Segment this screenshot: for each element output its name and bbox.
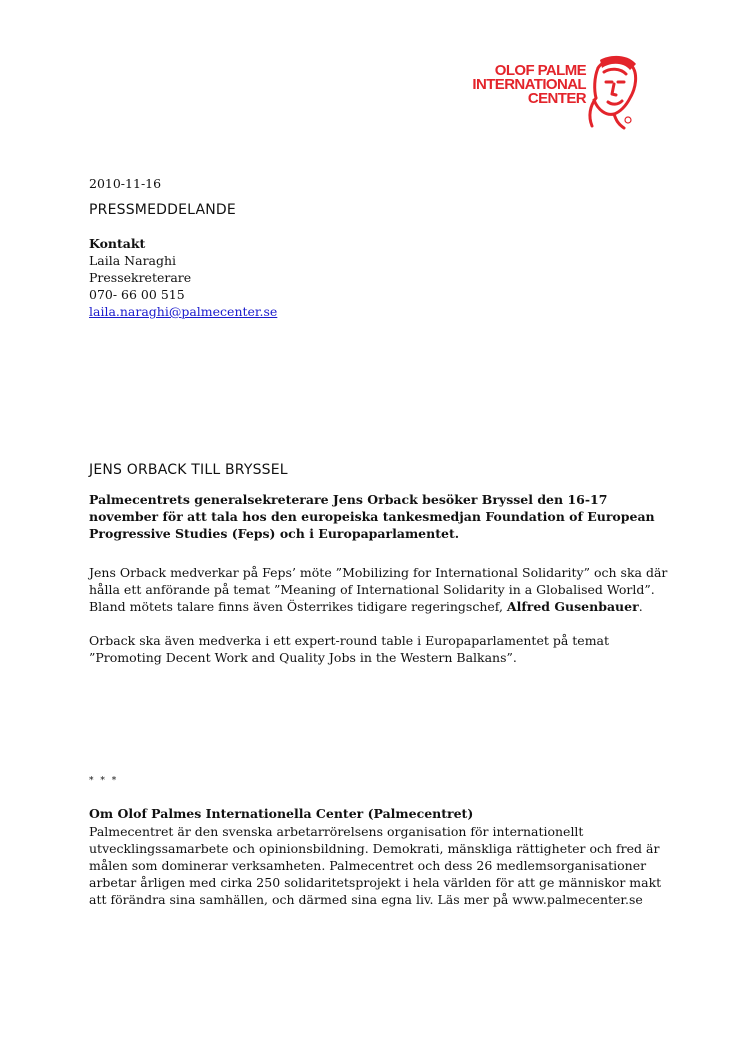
contact-block (89, 235, 277, 320)
contact-email-link[interactable]: laila.naraghi@palmecenter.se (89, 304, 278, 319)
about-title: Om Olof Palmes Internationella Center (Palmecentret) (89, 806, 474, 821)
document-type: PRESSMEDDELANDE (89, 202, 236, 218)
body-paragraph-1 (89, 564, 669, 615)
press-headline: JENS ORBACK TILL BRYSSEL (89, 462, 288, 478)
section-separator: * * * (89, 776, 119, 786)
palme-portrait-icon (584, 54, 642, 132)
paragraph-1-bold-name: Alfred Gusenbauer (506, 599, 639, 614)
contact-phone: 070- 66 00 515 (89, 287, 185, 302)
contact-heading: Kontakt (89, 236, 146, 251)
logo-line-3: CENTER (527, 90, 586, 107)
body-paragraph-2: Orback ska även medverka i ett expert-round table i Europaparlamentet på temat ”Promoting Decent Work and Quality Jobs in the Western Balkans”. (89, 633, 610, 665)
press-date: 2010-11-16 (89, 176, 162, 191)
lead-paragraph: Palmecentrets generalsekreterare Jens Orback besöker Bryssel den 16-17 november för att tala hos den europeiska tankesmedjan Foundation of European Progressive Studies (Feps) och i Europaparlamentet. (89, 492, 655, 541)
logo-text (472, 64, 586, 106)
contact-role: Pressekreterare (89, 270, 192, 285)
olof-palme-logo (462, 54, 642, 132)
contact-name: Laila Naraghi (89, 253, 177, 268)
paragraph-1-text: Jens Orback medverkar på Feps’ möte ”Mobilizing for International Solidarity” och ska där hålla ett anförande på temat ”Meaning of International Solidarity in a Globalised World”. Bland mötets talare finns även Österrikes tidigare regeringschef, (89, 565, 668, 614)
logo-line-1: OLOF PALME (494, 62, 586, 79)
about-text: Palmecentret är den svenska arbetarrörelsens organisation för internationellt utvecklingssamarbete och opinionsbildning. Demokrati, mänskliga rättigheter och fred är målen som dominerar verksamheten. Palmecentret och dess 26 medlemsorganisationer arbetar årligen med cirka 250 solidaritetsprojekt i hela världen för att ge människor makt att förändra sina samhällen, och därmed sina egna liv. Läs mer på www.palmecenter.se (89, 824, 662, 907)
paragraph-1-end: . (638, 599, 643, 614)
logo-line-2: INTERNATIONAL (472, 76, 586, 93)
